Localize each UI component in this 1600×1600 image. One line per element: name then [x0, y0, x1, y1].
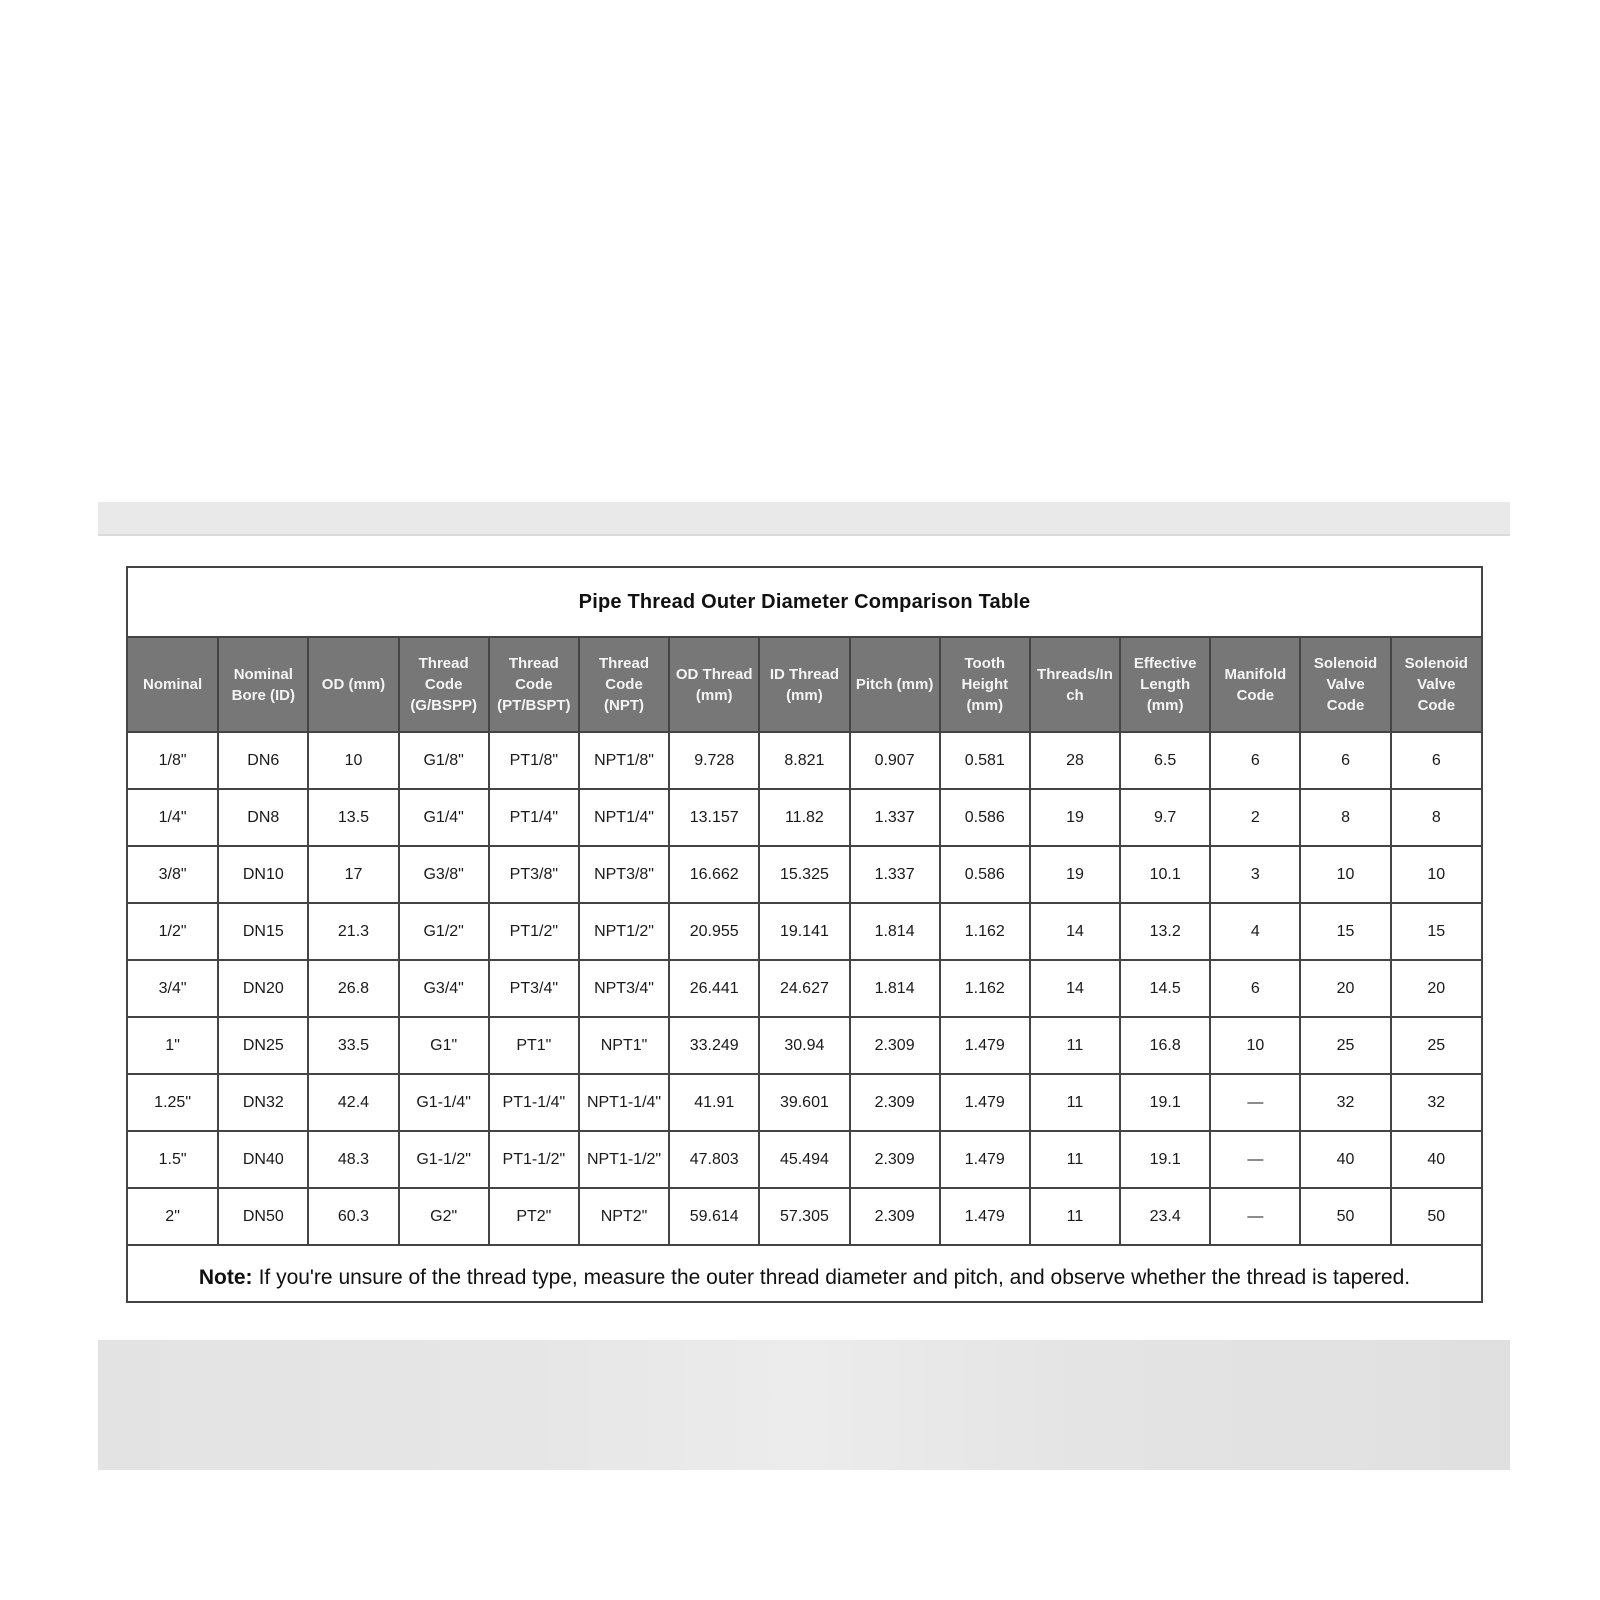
table-cell: 42.4 [308, 1074, 398, 1131]
table-row [128, 1074, 1481, 1131]
table-cell: 2.309 [850, 1131, 940, 1188]
table-cell: 48.3 [308, 1131, 398, 1188]
table-cell: 6 [1210, 960, 1300, 1017]
top-gray-band [98, 502, 1510, 536]
table-cell: 17 [308, 846, 398, 903]
table-cell: NPT1-1/4" [579, 1074, 669, 1131]
table-cell: 15 [1300, 903, 1390, 960]
table-cell: 0.586 [940, 789, 1030, 846]
table-cell: 47.803 [669, 1131, 759, 1188]
table-cell: 2" [128, 1188, 218, 1245]
note-label: Note: [198, 1265, 253, 1289]
table-cell: PT1-1/2" [489, 1131, 579, 1188]
table-cell: 45.494 [759, 1131, 849, 1188]
table-cell: 6 [1391, 732, 1481, 789]
table-cell: 8 [1391, 789, 1481, 846]
table-cell: G2" [399, 1188, 489, 1245]
table-cell: 25 [1300, 1017, 1390, 1074]
table-cell: 32 [1391, 1074, 1481, 1131]
column-header: Thread Code (PT/BSPT) [489, 638, 579, 732]
table-cell: 1.479 [940, 1017, 1030, 1074]
table-cell: 8.821 [759, 732, 849, 789]
table-cell: DN8 [218, 789, 308, 846]
table-cell: 50 [1391, 1188, 1481, 1245]
table-cell: G1/2" [399, 903, 489, 960]
table-cell: 1.337 [850, 846, 940, 903]
table-cell: NPT1" [579, 1017, 669, 1074]
table-cell: 15 [1391, 903, 1481, 960]
table-row [128, 903, 1481, 960]
table-cell: 16.8 [1120, 1017, 1210, 1074]
table-cell: 1.25" [128, 1074, 218, 1131]
table-cell: DN32 [218, 1074, 308, 1131]
table-cell: 1/4" [128, 789, 218, 846]
table-cell: 20.955 [669, 903, 759, 960]
table-cell: DN50 [218, 1188, 308, 1245]
table-cell: 14 [1030, 960, 1120, 1017]
table-cell: 1.814 [850, 903, 940, 960]
bottom-gray-band [98, 1340, 1510, 1470]
table-cell: 33.249 [669, 1017, 759, 1074]
table-cell: 2 [1210, 789, 1300, 846]
table-cell: 26.441 [669, 960, 759, 1017]
table-cell: 9.728 [669, 732, 759, 789]
table-row [128, 846, 1481, 903]
table-cell: 9.7 [1120, 789, 1210, 846]
column-header: OD (mm) [308, 638, 398, 732]
table-cell: 15.325 [759, 846, 849, 903]
table-cell: 1.479 [940, 1188, 1030, 1245]
table-cell: DN40 [218, 1131, 308, 1188]
column-header: Thread Code (NPT) [579, 638, 669, 732]
column-header: Threads/In ch [1030, 638, 1120, 732]
column-header: Solenoid Valve Code [1391, 638, 1481, 732]
table-row [128, 1017, 1481, 1074]
column-header: Tooth Height (mm) [940, 638, 1030, 732]
table-cell: — [1210, 1074, 1300, 1131]
table-cell: 3 [1210, 846, 1300, 903]
table-cell: 41.91 [669, 1074, 759, 1131]
table-cell: 3/4" [128, 960, 218, 1017]
table-cell: PT2" [489, 1188, 579, 1245]
table-row [128, 1188, 1481, 1245]
table-cell: G3/8" [399, 846, 489, 903]
table-cell: 26.8 [308, 960, 398, 1017]
table-cell: G1/8" [399, 732, 489, 789]
header-row [128, 638, 1481, 732]
data-table [128, 638, 1481, 1246]
table-cell: 13.5 [308, 789, 398, 846]
table-cell: 13.157 [669, 789, 759, 846]
table-cell: — [1210, 1188, 1300, 1245]
table-cell: 1/8" [128, 732, 218, 789]
table-cell: 20 [1300, 960, 1390, 1017]
table-cell: 30.94 [759, 1017, 849, 1074]
table-cell: 11 [1030, 1017, 1120, 1074]
table-cell: 10 [1391, 846, 1481, 903]
table-cell: NPT2" [579, 1188, 669, 1245]
table-cell: 1.479 [940, 1131, 1030, 1188]
table-cell: 10 [1210, 1017, 1300, 1074]
table-cell: 6 [1300, 732, 1390, 789]
table-cell: 2.309 [850, 1074, 940, 1131]
table-cell: 21.3 [308, 903, 398, 960]
column-header: Effective Length (mm) [1120, 638, 1210, 732]
table-cell: 0.586 [940, 846, 1030, 903]
table-title: Pipe Thread Outer Diameter Comparison Table [128, 568, 1481, 638]
table-cell: 6.5 [1120, 732, 1210, 789]
table-cell: 1.337 [850, 789, 940, 846]
table-cell: DN6 [218, 732, 308, 789]
table-cell: G1-1/4" [399, 1074, 489, 1131]
table-cell: 1" [128, 1017, 218, 1074]
note-text: If you're unsure of the thread type, measure the outer thread diameter and pitch, and observe whether the thread is tapered. [258, 1265, 1411, 1289]
table-cell: 0.907 [850, 732, 940, 789]
table-cell: 1/2" [128, 903, 218, 960]
column-header: Manifold Code [1210, 638, 1300, 732]
table-body [128, 732, 1481, 1245]
column-header: Thread Code (G/BSPP) [399, 638, 489, 732]
table-cell: PT1" [489, 1017, 579, 1074]
table-cell: 33.5 [308, 1017, 398, 1074]
table-cell: 57.305 [759, 1188, 849, 1245]
column-header: Pitch (mm) [850, 638, 940, 732]
table-cell: 32 [1300, 1074, 1390, 1131]
table-cell: 28 [1030, 732, 1120, 789]
table-cell: 1.5" [128, 1131, 218, 1188]
table-cell: 39.601 [759, 1074, 849, 1131]
column-header: OD Thread (mm) [669, 638, 759, 732]
table-cell: 20 [1391, 960, 1481, 1017]
table-cell: NPT1/8" [579, 732, 669, 789]
table-cell: 11.82 [759, 789, 849, 846]
table-cell: 40 [1391, 1131, 1481, 1188]
table-row [128, 732, 1481, 789]
table-cell: DN20 [218, 960, 308, 1017]
table-cell: G1/4" [399, 789, 489, 846]
table-cell: — [1210, 1131, 1300, 1188]
table-cell: G3/4" [399, 960, 489, 1017]
table-cell: 1.814 [850, 960, 940, 1017]
thread-comparison-table [126, 566, 1483, 1303]
table-cell: DN15 [218, 903, 308, 960]
table-cell: 59.614 [669, 1188, 759, 1245]
table-cell: DN25 [218, 1017, 308, 1074]
column-header: ID Thread (mm) [759, 638, 849, 732]
table-cell: 11 [1030, 1074, 1120, 1131]
table-cell: 10.1 [1120, 846, 1210, 903]
table-cell: PT1-1/4" [489, 1074, 579, 1131]
table-cell: 24.627 [759, 960, 849, 1017]
table-cell: DN10 [218, 846, 308, 903]
table-cell: PT1/2" [489, 903, 579, 960]
table-cell: 50 [1300, 1188, 1390, 1245]
table-row [128, 960, 1481, 1017]
table-cell: 19 [1030, 789, 1120, 846]
table-cell: 1.479 [940, 1074, 1030, 1131]
table-cell: 2.309 [850, 1188, 940, 1245]
table-cell: G1-1/2" [399, 1131, 489, 1188]
table-cell: NPT1-1/2" [579, 1131, 669, 1188]
table-cell: 19.1 [1120, 1074, 1210, 1131]
table-cell: 16.662 [669, 846, 759, 903]
table-cell: NPT3/4" [579, 960, 669, 1017]
table-cell: 40 [1300, 1131, 1390, 1188]
table-cell: 19.141 [759, 903, 849, 960]
table-cell: PT1/8" [489, 732, 579, 789]
column-header: Nominal [128, 638, 218, 732]
table-cell: 60.3 [308, 1188, 398, 1245]
table-row [128, 789, 1481, 846]
table-cell: 14 [1030, 903, 1120, 960]
table-row [128, 1131, 1481, 1188]
table-cell: PT3/8" [489, 846, 579, 903]
table-cell: 14.5 [1120, 960, 1210, 1017]
table-cell: NPT1/4" [579, 789, 669, 846]
table-cell: 10 [1300, 846, 1390, 903]
table-cell: 6 [1210, 732, 1300, 789]
table-cell: PT3/4" [489, 960, 579, 1017]
table-cell: 23.4 [1120, 1188, 1210, 1245]
table-cell: 3/8" [128, 846, 218, 903]
table-cell: 4 [1210, 903, 1300, 960]
table-cell: 1.162 [940, 903, 1030, 960]
table-cell: 11 [1030, 1131, 1120, 1188]
table-cell: G1" [399, 1017, 489, 1074]
table-cell: 1.162 [940, 960, 1030, 1017]
table-cell: NPT1/2" [579, 903, 669, 960]
table-cell: PT1/4" [489, 789, 579, 846]
table-cell: 25 [1391, 1017, 1481, 1074]
column-header: Nominal Bore (ID) [218, 638, 308, 732]
table-cell: 8 [1300, 789, 1390, 846]
table-cell: 11 [1030, 1188, 1120, 1245]
table-cell: 0.581 [940, 732, 1030, 789]
table-cell: 19.1 [1120, 1131, 1210, 1188]
column-header: Solenoid Valve Code [1300, 638, 1390, 732]
table-cell: 19 [1030, 846, 1120, 903]
table-cell: 2.309 [850, 1017, 940, 1074]
table-cell: 10 [308, 732, 398, 789]
note [128, 1246, 1481, 1309]
table-cell: NPT3/8" [579, 846, 669, 903]
table-cell: 13.2 [1120, 903, 1210, 960]
